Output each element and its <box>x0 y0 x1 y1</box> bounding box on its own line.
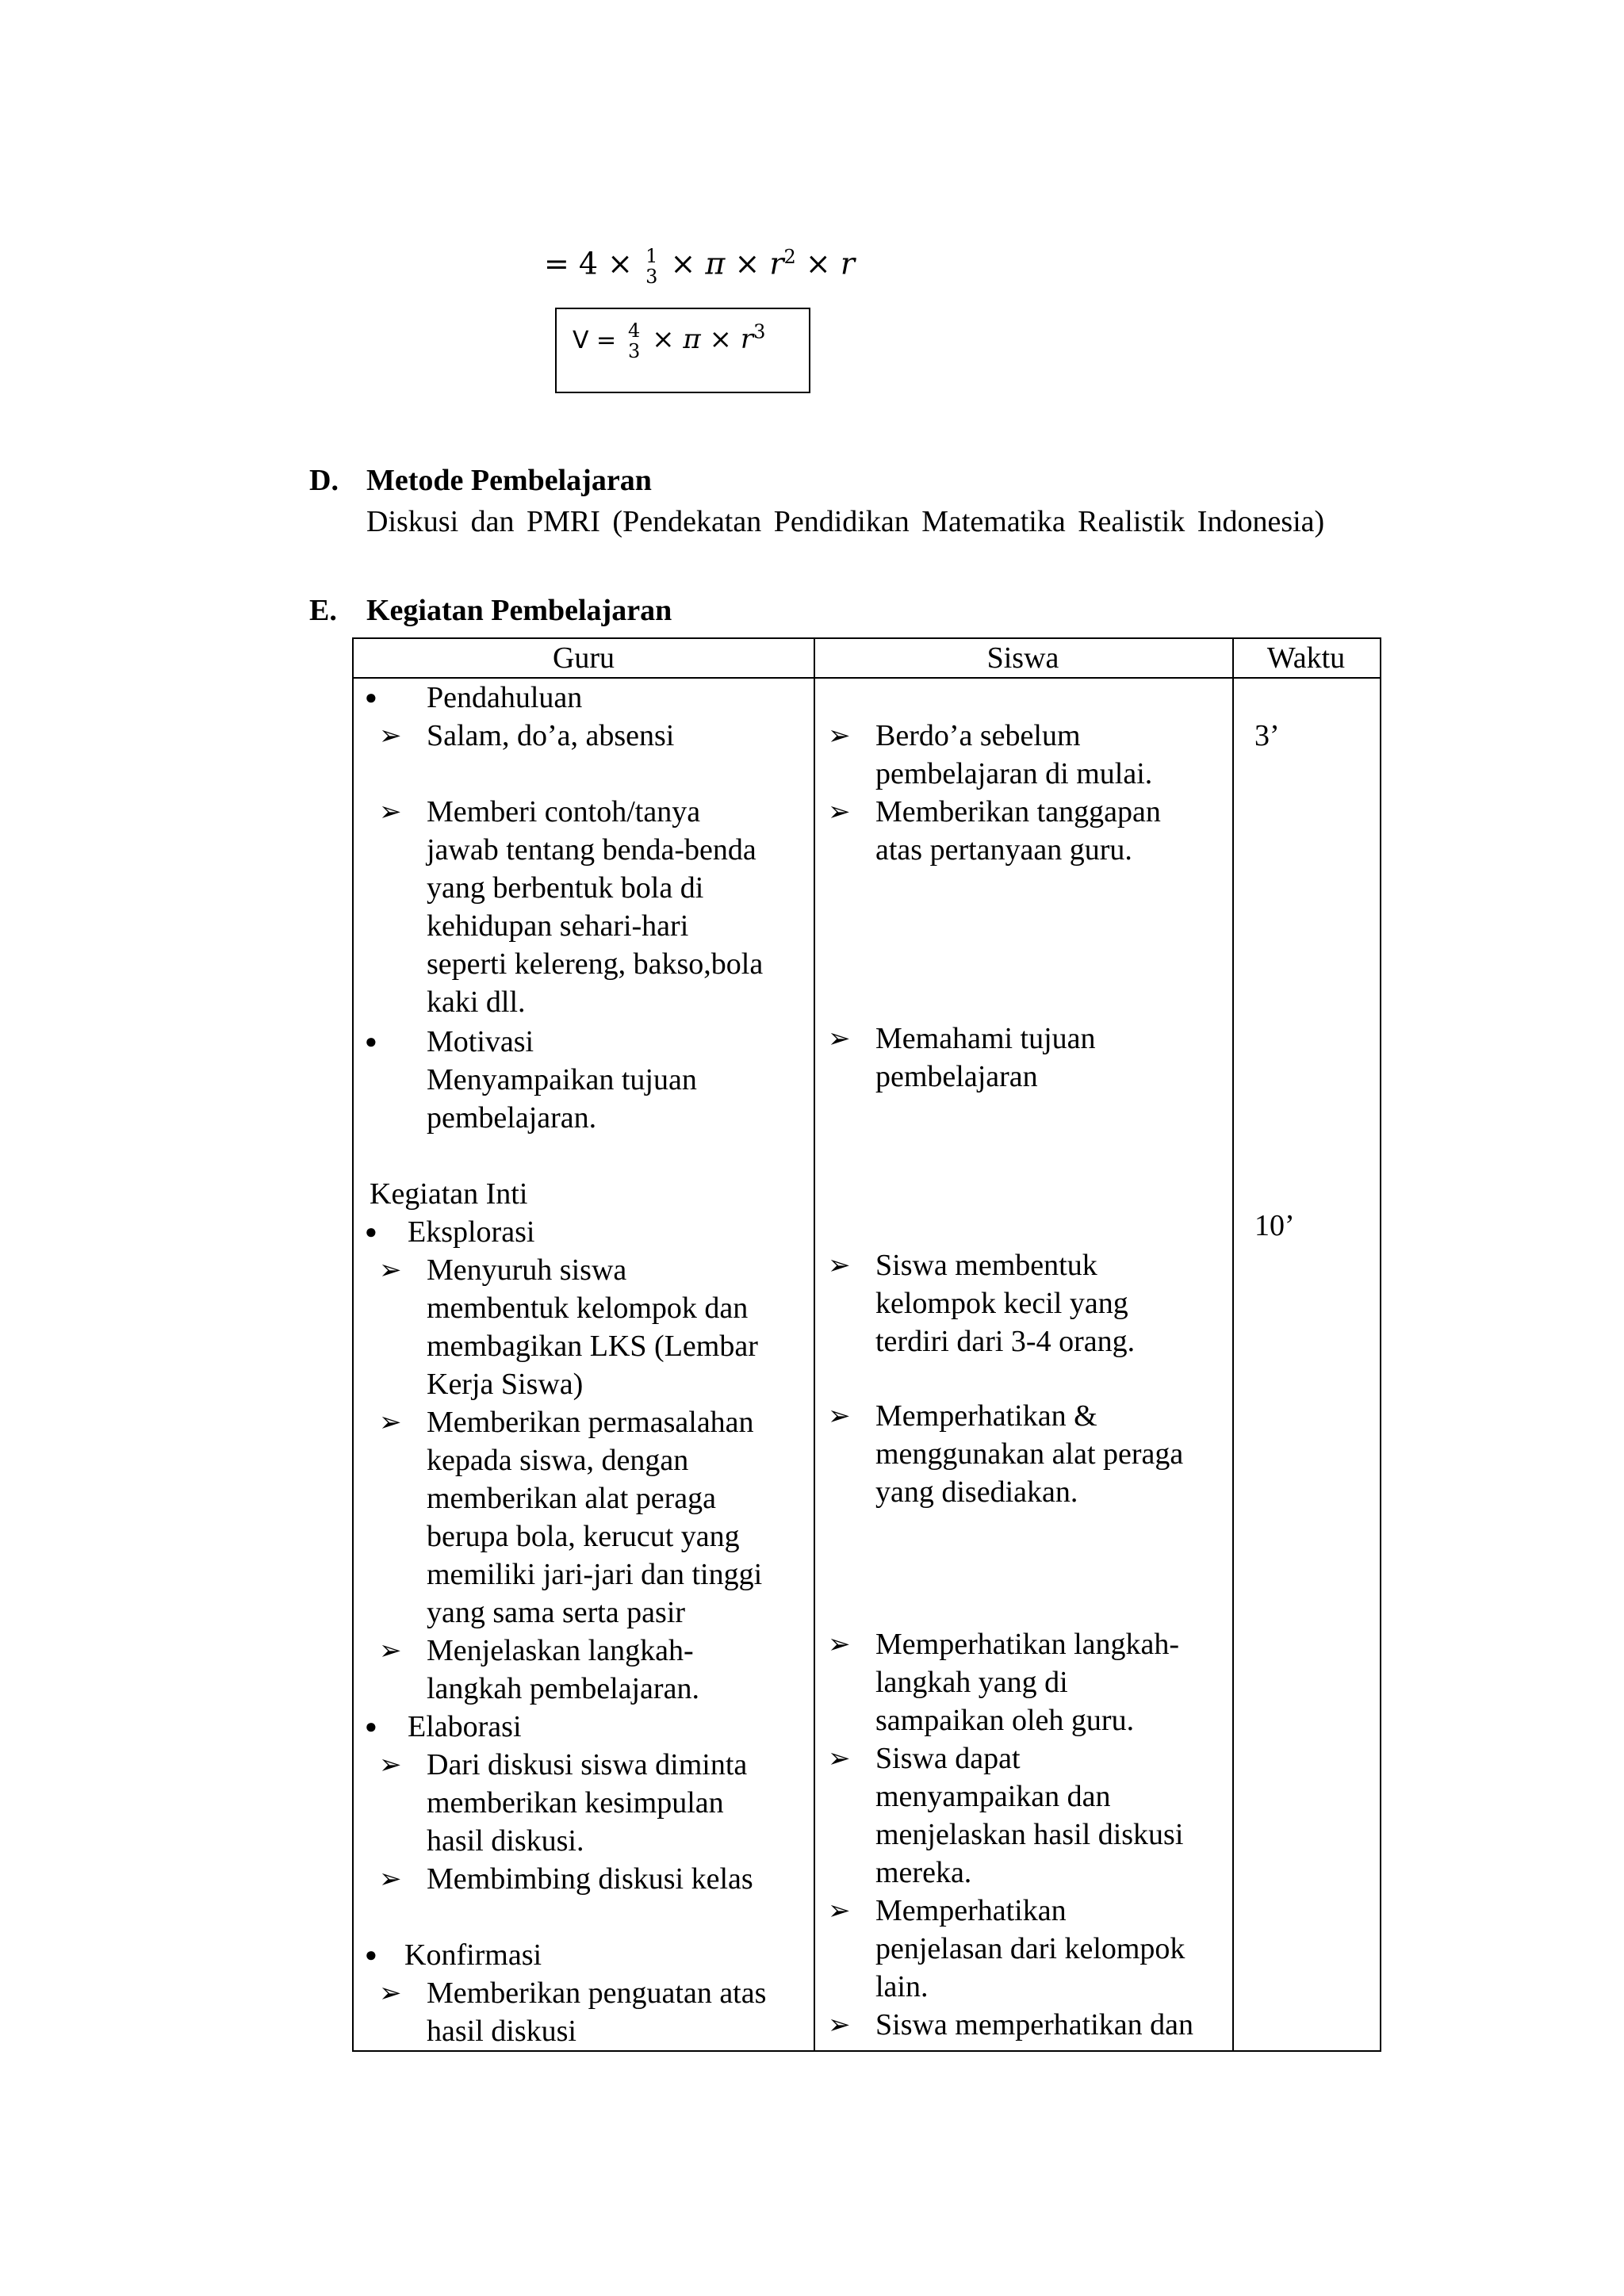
guru-memberi-3: kehidupan sehari-hari <box>427 909 689 943</box>
guru-memberi-5: kaki dll. <box>427 985 526 1019</box>
arrow-bullet-icon: ➢ <box>379 1254 402 1286</box>
guru-permasalahan-2: memberikan alat peraga <box>427 1482 717 1515</box>
arrow-bullet-icon: ➢ <box>379 1977 402 2009</box>
guru-eksplorasi: Eksplorasi <box>408 1215 535 1249</box>
section-d-letter: D. <box>309 464 339 497</box>
siswa-berdoa-1: pembelajaran di mulai. <box>875 757 1153 790</box>
siswa-langkah-1: langkah yang di <box>875 1666 1068 1699</box>
volume-fraction: 4 3 <box>628 320 641 362</box>
guru-salam: Salam, do’a, absensi <box>427 719 675 752</box>
arrow-bullet-icon: ➢ <box>379 1406 402 1438</box>
formula-fraction: 1 3 <box>645 245 658 289</box>
formula-prefix: = 4 × <box>544 246 634 281</box>
guru-menjelaskan-1: langkah pembelajaran. <box>427 1672 699 1705</box>
guru-menjelaskan-0: Menjelaskan langkah- <box>427 1634 694 1667</box>
siswa-tanggapan-1: atas pertanyaan guru. <box>875 833 1132 867</box>
section-d-body: Diskusi dan PMRI (Pendekatan Pendidikan Matematika Realistik Indonesia) <box>366 505 1325 538</box>
arrow-bullet-icon: ➢ <box>828 1400 851 1432</box>
guru-dari-diskusi-2: hasil diskusi. <box>427 1824 584 1858</box>
guru-menyuruh-3: Kerja Siswa) <box>427 1368 584 1401</box>
arrow-bullet-icon: ➢ <box>828 1628 851 1660</box>
column-divider <box>814 639 815 2050</box>
volume-label: V = <box>573 327 617 354</box>
siswa-penjelasan-1: penjelasan dari kelompok <box>875 1932 1185 1965</box>
guru-kegiatan-inti: Kegiatan Inti <box>370 1177 528 1211</box>
header-siswa: Siswa <box>986 641 1059 675</box>
siswa-hasil-2: menjelaskan hasil diskusi <box>875 1818 1184 1851</box>
bullet-icon: ● <box>365 686 377 709</box>
arrow-bullet-icon: ➢ <box>379 796 402 828</box>
header-guru: Guru <box>552 641 615 675</box>
section-d-title: Metode Pembelajaran <box>366 464 652 497</box>
siswa-hasil-0: Siswa dapat <box>875 1742 1021 1775</box>
volume-formula-box <box>555 308 810 393</box>
guru-permasalahan-3: berupa bola, kerucut yang <box>427 1520 740 1553</box>
formula-mid: × π × r <box>670 246 784 281</box>
siswa-kelompok-1: kelompok kecil yang <box>875 1287 1128 1320</box>
section-e-letter: E. <box>309 594 337 627</box>
bullet-icon: ● <box>365 1715 377 1738</box>
siswa-langkah-2: sampaikan oleh guru. <box>875 1704 1135 1737</box>
guru-memberi-2: yang berbentuk bola di <box>427 871 704 905</box>
activity-table <box>352 637 1381 2052</box>
siswa-tanggapan-0: Memberikan tanggapan <box>875 795 1161 828</box>
volume-mid: × π × r <box>652 323 754 355</box>
guru-permasalahan-1: kepada siswa, dengan <box>427 1444 689 1477</box>
guru-menyampaikan-1: pembelajaran. <box>427 1101 597 1135</box>
guru-memberi-0: Memberi contoh/tanya <box>427 795 701 828</box>
siswa-alat-2: yang disediakan. <box>875 1475 1078 1509</box>
arrow-bullet-icon: ➢ <box>828 720 851 752</box>
arrow-bullet-icon: ➢ <box>828 796 851 828</box>
guru-memberi-4: seperti kelereng, bakso,bola <box>427 947 764 981</box>
guru-membimbing: Membimbing diskusi kelas <box>427 1862 753 1896</box>
siswa-penjelasan-0: Memperhatikan <box>875 1894 1067 1927</box>
guru-permasalahan-0: Memberikan permasalahan <box>427 1406 754 1439</box>
siswa-alat-0: Memperhatikan & <box>875 1399 1097 1433</box>
guru-elaborasi: Elaborasi <box>408 1710 522 1743</box>
arrow-bullet-icon: ➢ <box>379 1635 402 1667</box>
guru-menyuruh-0: Menyuruh siswa <box>427 1253 627 1287</box>
guru-dari-diskusi-0: Dari diskusi siswa diminta <box>427 1748 748 1781</box>
arrow-bullet-icon: ➢ <box>828 2009 851 2041</box>
guru-motivasi: Motivasi <box>427 1025 534 1058</box>
guru-menyampaikan-0: Menyampaikan tujuan <box>427 1063 697 1096</box>
siswa-kelompok-2: terdiri dari 3-4 orang. <box>875 1325 1136 1358</box>
guru-memberi-1: jawab tentang benda-benda <box>427 833 756 867</box>
column-divider <box>1232 639 1234 2050</box>
siswa-langkah-0: Memperhatikan langkah- <box>875 1628 1180 1661</box>
guru-penguatan-1: hasil diskusi <box>427 2015 576 2048</box>
waktu-inti: 10’ <box>1254 1209 1295 1242</box>
bullet-icon: ● <box>365 1220 377 1243</box>
guru-konfirmasi: Konfirmasi <box>404 1938 542 1972</box>
arrow-bullet-icon: ➢ <box>828 1895 851 1927</box>
section-e-title: Kegiatan Pembelajaran <box>366 594 672 627</box>
guru-dari-diskusi-1: memberikan kesimpulan <box>427 1786 724 1820</box>
header-waktu: Waktu <box>1266 641 1346 675</box>
guru-permasalahan-4: memiliki jari-jari dan tinggi <box>427 1558 763 1591</box>
arrow-bullet-icon: ➢ <box>828 1023 851 1054</box>
formula-line <box>544 233 855 288</box>
siswa-alat-1: menggunakan alat peraga <box>875 1437 1184 1471</box>
arrow-bullet-icon: ➢ <box>379 720 402 752</box>
guru-permasalahan-5: yang sama serta pasir <box>427 1596 686 1629</box>
siswa-memperhatikan-dan: Siswa memperhatikan dan <box>875 2008 1194 2042</box>
arrow-bullet-icon: ➢ <box>828 1249 851 1281</box>
guru-penguatan-0: Memberikan penguatan atas <box>427 1976 767 2010</box>
guru-pendahuluan: Pendahuluan <box>427 681 583 714</box>
arrow-bullet-icon: ➢ <box>379 1749 402 1781</box>
guru-menyuruh-2: membagikan LKS (Lembar <box>427 1330 758 1363</box>
volume-exponent: 3 <box>753 320 766 343</box>
siswa-kelompok-0: Siswa membentuk <box>875 1249 1097 1282</box>
siswa-penjelasan-2: lain. <box>875 1970 929 2003</box>
formula-exponent: 2 <box>783 246 796 268</box>
formula-suffix: × r <box>795 246 855 281</box>
siswa-hasil-3: mereka. <box>875 1856 972 1889</box>
bullet-icon: ● <box>365 1030 377 1053</box>
arrow-bullet-icon: ➢ <box>828 1743 851 1774</box>
arrow-bullet-icon: ➢ <box>379 1863 402 1895</box>
siswa-berdoa-0: Berdo’a sebelum <box>875 719 1081 752</box>
siswa-tujuan-1: pembelajaran <box>875 1060 1038 1093</box>
siswa-hasil-1: menyampaikan dan <box>875 1780 1111 1813</box>
bullet-icon: ● <box>365 1943 377 1966</box>
waktu-pendahuluan: 3’ <box>1254 719 1280 752</box>
siswa-tujuan-0: Memahami tujuan <box>875 1022 1096 1055</box>
guru-menyuruh-1: membentuk kelompok dan <box>427 1292 749 1325</box>
